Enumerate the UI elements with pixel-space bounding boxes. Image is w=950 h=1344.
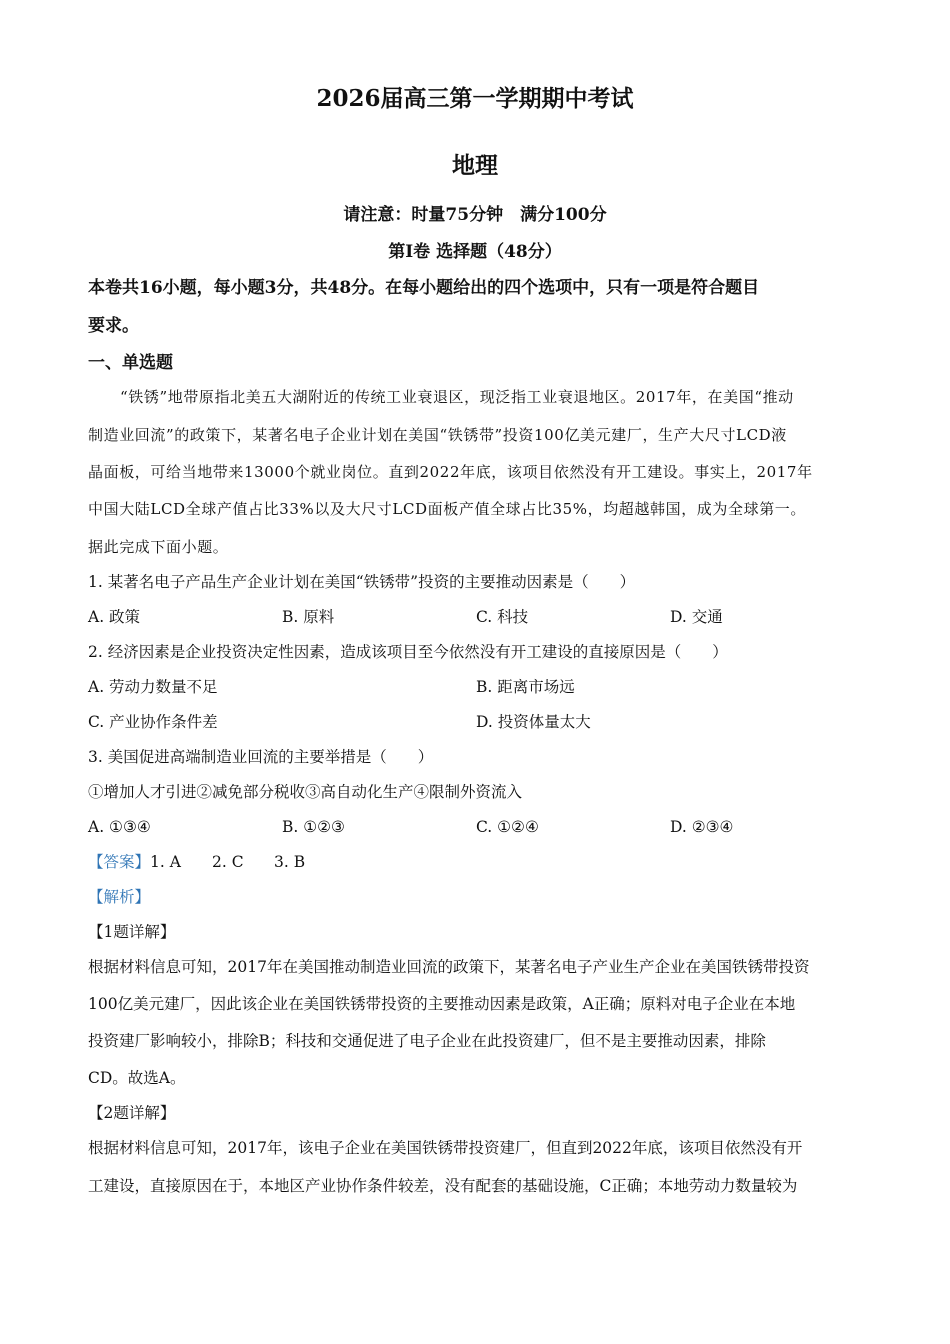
q2-analysis-heading: 【2题详解】 (88, 1104, 176, 1122)
question-3-items: ①增加人才引进②减免部分税收③高自动化生产④限制外资流入 (88, 783, 523, 801)
passage-line-1: “铁锈”地带原指北美五大湖附近的传统工业衰退区，现泛指工业衰退地区。2017年，在美国“推动 (120, 388, 794, 406)
instructions-line-2: 要求。 (88, 316, 139, 336)
question-2-stem: 2. 经济因素是企业投资决定性因素，造成该项目至今依然没有开工建设的直接原因是（ ） (88, 643, 728, 661)
answer-label: 【答案】 (88, 853, 151, 871)
section-title: 第Ⅰ卷 选择题（48分） (388, 242, 562, 262)
answer-value-1: 1. A (150, 853, 181, 871)
answer-value-2: 2. C (212, 853, 244, 871)
question-1-option-b: B. 原料 (282, 608, 335, 626)
answer-line (88, 851, 305, 873)
passage-line-4: 中国大陆LCD全球产值占比33%以及大尺寸LCD面板产值全球占比35%，均超越韩国，成为全球第一。 (88, 500, 807, 518)
exam-notice: 请注意：时量75分钟 满分100分 (343, 205, 607, 225)
q1-analysis-line-1: 根据材料信息可知，2017年在美国推动制造业回流的政策下，某著名电子产业生产企业在美国铁锈带投资 (88, 958, 810, 976)
q1-analysis-line-2: 100亿美元建厂，因此该企业在美国铁锈带投资的主要推动因素是政策，A正确；原料对电子企业在本地 (88, 995, 796, 1013)
q1-analysis-line-4: CD。故选A。 (88, 1069, 186, 1087)
passage-line-5: 据此完成下面小题。 (88, 538, 229, 556)
question-1-stem: 1. 某著名电子产品生产企业计划在美国“铁锈带”投资的主要推动因素是（ ） (88, 573, 636, 591)
question-3-option-b: B. ①②③ (282, 818, 345, 836)
passage-line-2: 制造业回流”的政策下，某著名电子企业计划在美国“铁锈带”投资100亿美元建厂，生产大尺寸LCD液 (88, 426, 787, 444)
passage-line-3: 晶面板，可给当地带来13000个就业岗位。直到2022年底，该项目依然没有开工建设。事实上，2017年 (88, 463, 813, 481)
q2-analysis-line-2: 工建设，直接原因在于，本地区产业协作条件较差，没有配套的基础设施，C正确；本地劳动力数量较为 (88, 1177, 798, 1195)
question-2-option-d: D. 投资体量太大 (476, 713, 591, 731)
q1-analysis-heading: 【1题详解】 (88, 923, 176, 941)
question-2-option-c: C. 产业协作条件差 (88, 713, 218, 731)
subject-title: 地理 (452, 152, 498, 179)
question-2-option-b: B. 距离市场远 (476, 678, 575, 696)
question-1-option-a: A. 政策 (88, 608, 141, 626)
part-heading: 一、单选题 (88, 353, 173, 373)
exam-title: 2026届高三第一学期期中考试 (316, 85, 634, 112)
q1-analysis-line-3: 投资建厂影响较小，排除B；科技和交通促进了电子企业在此投资建厂，但不是主要推动因素，排除 (88, 1032, 766, 1050)
question-3-option-c: C. ①②④ (476, 818, 539, 836)
question-1-option-c: C. 科技 (476, 608, 529, 626)
question-3-option-a: A. ①③④ (88, 818, 151, 836)
analysis-label: 【解析】 (88, 888, 151, 906)
question-2-option-a: A. 劳动力数量不足 (88, 678, 218, 696)
question-3-option-d: D. ②③④ (670, 818, 734, 836)
instructions-line-1: 本卷共16小题，每小题3分，共48分。在每小题给出的四个选项中，只有一项是符合题目 (88, 278, 760, 298)
q2-analysis-line-1: 根据材料信息可知，2017年，该电子企业在美国铁锈带投资建厂，但直到2022年底，该项目依然没有开 (88, 1139, 803, 1157)
question-1-option-d: D. 交通 (670, 608, 723, 626)
question-3-stem: 3. 美国促进高端制造业回流的主要举措是（ ） (88, 748, 434, 766)
answer-value-3: 3. B (274, 853, 306, 871)
